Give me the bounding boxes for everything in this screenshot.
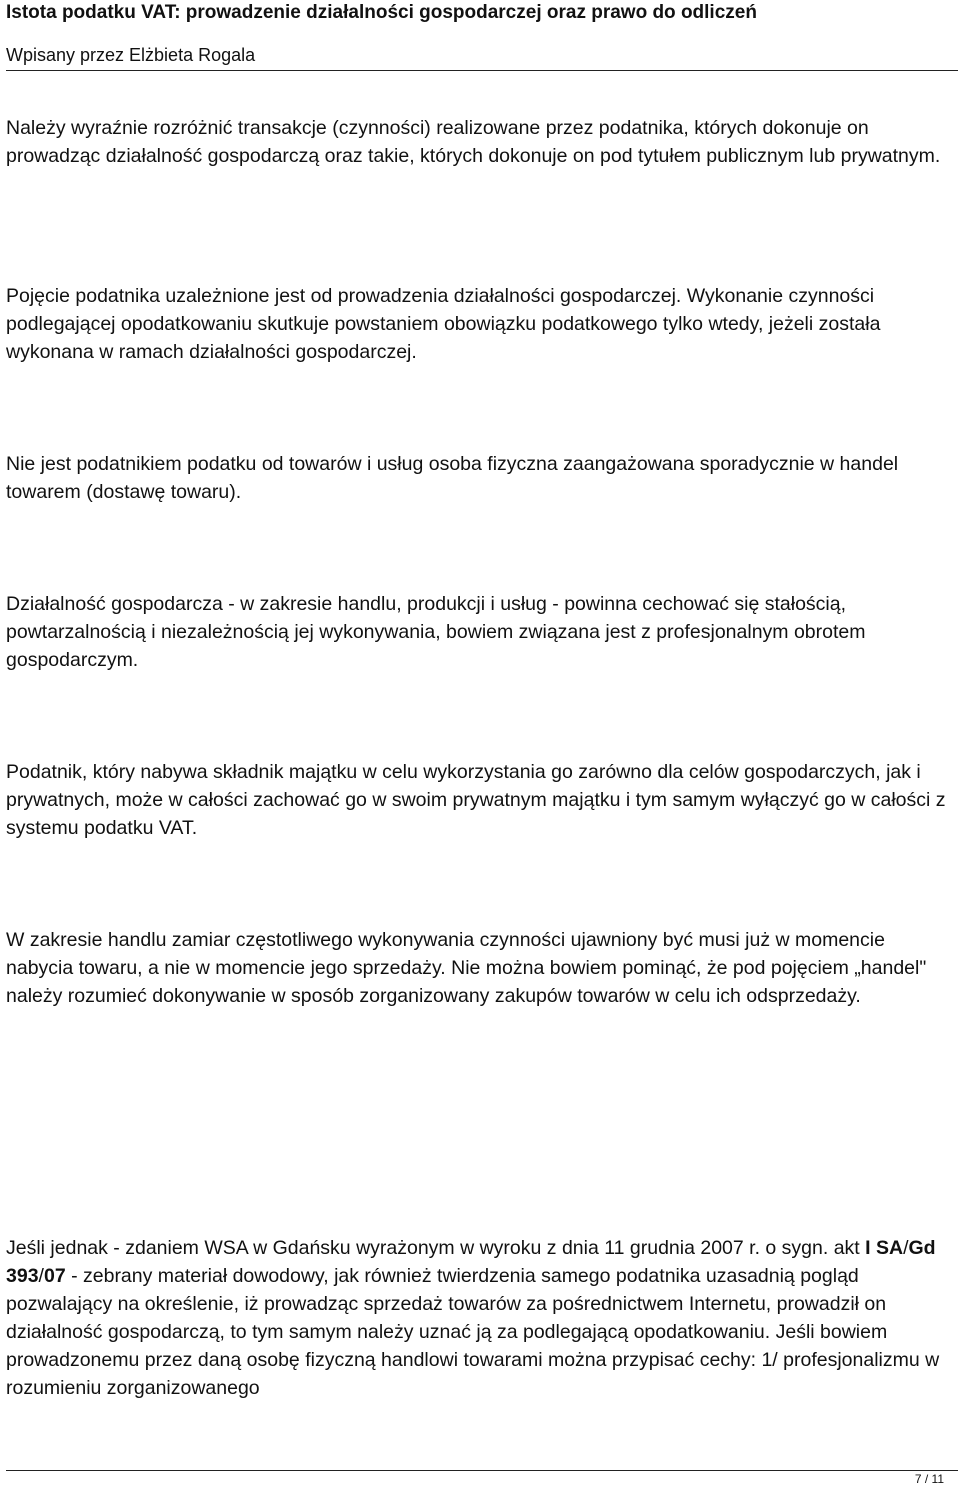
paragraph-7-text-start: Jeśli jednak - zdaniem WSA w Gdańsku wyrażonym w wyroku z dnia 11 grudnia 2007 r. o sygn. akt [6,1237,866,1259]
case-signature-slash-1: / [903,1237,909,1259]
paragraph-1: Należy wyraźnie rozróżnić transakcje (czynności) realizowane przez podatnika, których dokonuje on prowadząc działalność gospodarczą oraz takie, których dokonuje on pod tytułem publicznym lub prywatnym. [6,117,941,167]
case-signature-part-3: 07 [43,1265,66,1287]
paragraph-5: Podatnik, który nabywa składnik majątku w celu wykorzystania go zarówno dla celów gospodarczych, jak i prywatnych, może w całości zachować go w swoim prywatnym majątku i tym samym wyłączyć go w całości z systemu podatku VAT. [6,761,946,839]
case-signature-part-1: I SA [865,1237,904,1259]
paragraph-3: Nie jest podatnikiem podatku od towarów i usług osoba fizyczna zaangażowana sporadycznie w handel towarem (dostawę towaru). [6,453,899,503]
paragraph-2: Pojęcie podatnika uzależnione jest od prowadzenia działalności gospodarczej. Wykonanie czynności podlegającej opodatkowaniu skutkuje powstaniem obowiązku podatkowego tylko wtedy, jeżeli została wykonana w ramach działalności gospodarczej. [6,285,881,363]
paragraph-4: Działalność gospodarcza - w zakresie handlu, produkcji i usług - powinna cechować się stałością, powtarzalnością i niezależnością jej wykonywania, bowiem związana jest z profesjonalnym obrotem gospodarczym. [6,593,866,671]
paragraph-7-text-end: - zebrany materiał dowodowy, jak również twierdzenia samego podatnika uzasadnią pogląd pozwalający na określenie, iż prowadząc sprzedaż towarów za pośrednictwem Internetu, prowadził on działalność gospodarczą, to tym samym należy uznać ją za podlegającą opodatkowaniu. Jeśli bowiem prowadzonemu przez daną osobę fizyczną handlowi towarami można przypisać cechy: 1/ profesjonalizmu w rozumieniu zorganizowanego [6,1265,940,1399]
footer-divider [6,1470,958,1471]
paragraph-6: W zakresie handlu zamiar częstotliwego wykonywania czynności ujawniony być musi już w momencie nabycia towaru, a nie w momencie jego sprzedaży. Nie można bowiem pominąć, że pod pojęciem „handel" należy rozumieć dokonywanie w sposób zorganizowany zakupów towarów w celu ich odsprzedaży. [6,929,927,1007]
document-author: Wpisany przez Elżbieta Rogala [6,45,256,65]
case-signature-slash-2: / [38,1265,44,1287]
case-signature-part-2: Gd 393 [6,1237,936,1287]
paragraph-7 [6,1234,956,1402]
header-divider [6,70,958,71]
page-number: 7 / 11 [914,1472,944,1486]
document-title: Istota podatku VAT: prowadzenie działalności gospodarczej oraz prawo do odliczeń [6,2,757,23]
